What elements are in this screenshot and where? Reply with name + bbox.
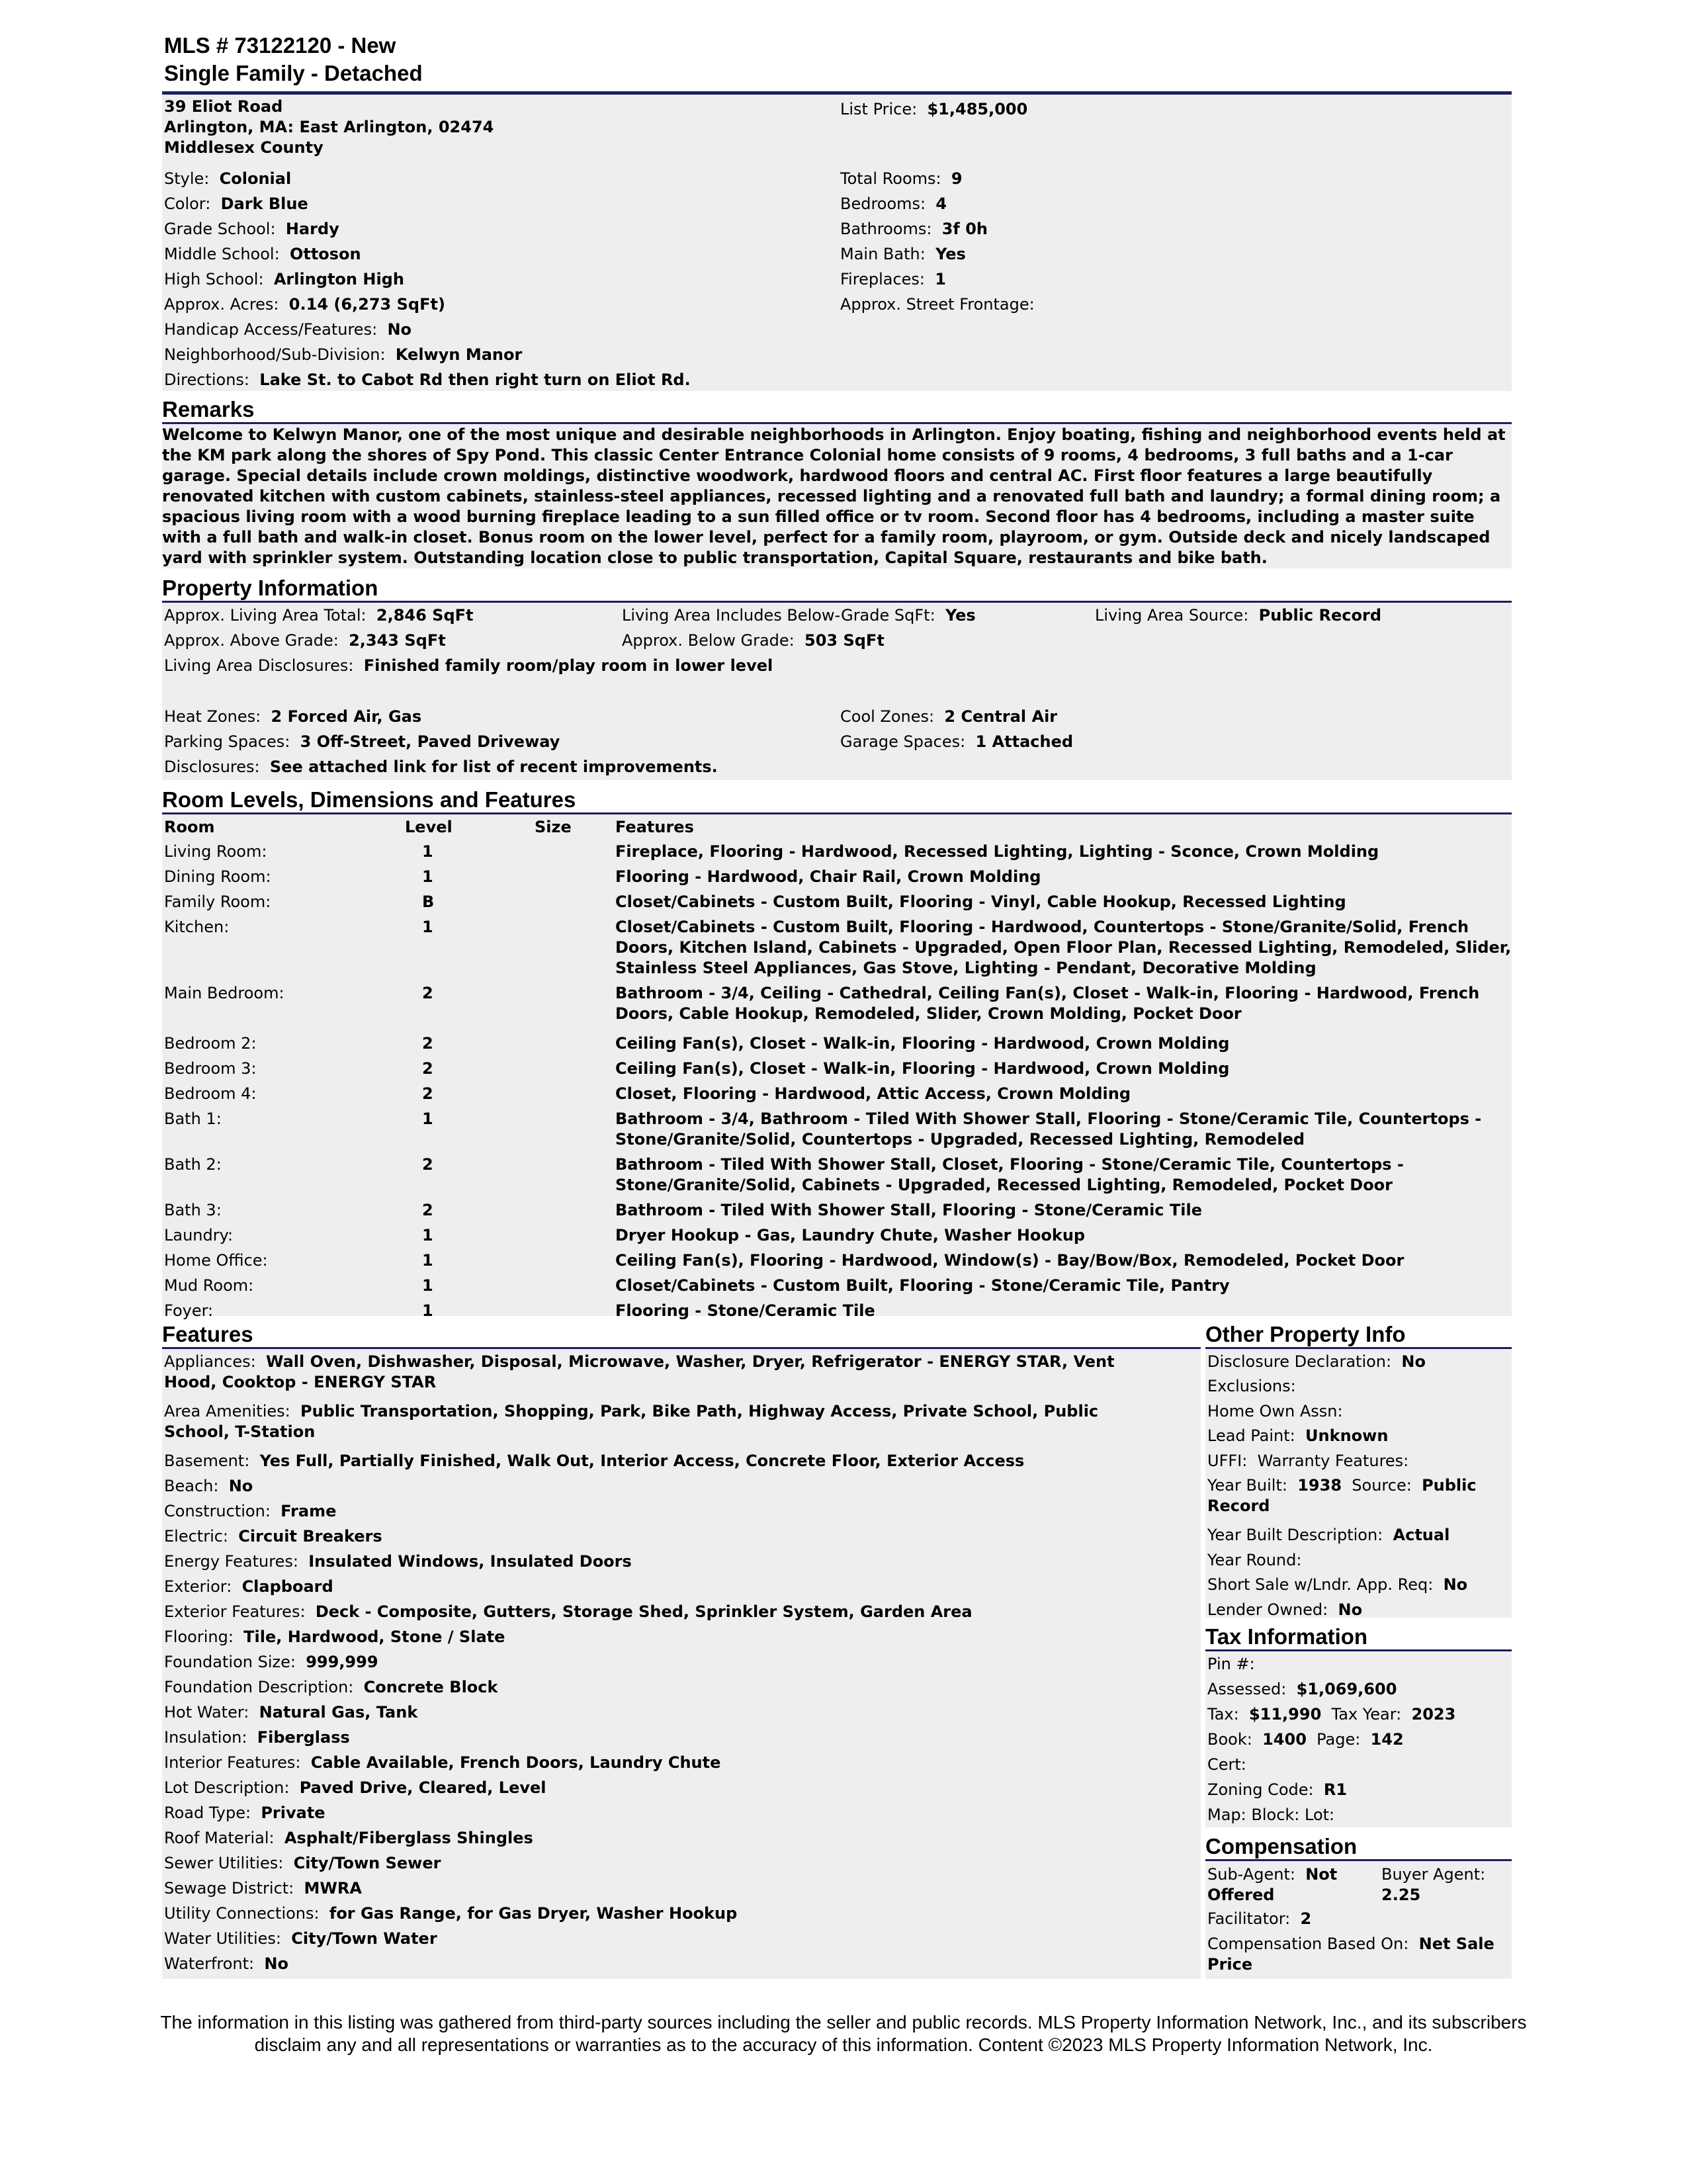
parking-spaces: Parking Spaces: 3 Off-Street, Paved Driveway [164,732,560,751]
field-value: Hardy [285,220,339,238]
feature-label: Basement: [164,1452,250,1470]
room-features: Ceiling Fan(s), Closet - Walk-in, Flooring - Hardwood, Crown Molding [615,1059,1230,1078]
feature-item [164,1476,1150,1497]
room-name: Bath 1: [164,1110,222,1128]
feature-item [164,1652,1150,1673]
feature-label: Interior Features: [164,1753,301,1772]
room-features: Closet/Cabinets - Custom Built, Flooring - Vinyl, Cable Hookup, Recessed Lighting [615,893,1346,911]
field-value: Arlington High [273,270,404,288]
compensation-based-on: Compensation Based On: Net Sale Price [1207,1935,1494,1974]
room-level: 1 [422,1110,433,1128]
room-name: Foyer: [164,1301,214,1320]
feature-value: MWRA [304,1879,362,1898]
room-name: Bedroom 3: [164,1059,257,1078]
room-features: Dryer Hookup - Gas, Laundry Chute, Washer Hookup [615,1226,1086,1245]
room-level: 2 [422,1059,433,1078]
summary-left-row [164,244,361,264]
room-features: Ceiling Fan(s), Closet - Walk-in, Flooring - Hardwood, Crown Molding [615,1034,1230,1053]
disclosure-declaration: Disclosure Declaration: No [1207,1352,1426,1371]
feature-item [164,1451,1150,1471]
summary-right-row [840,294,1039,314]
feature-item [164,1954,1150,1974]
feature-value: City/Town Sewer [293,1854,441,1872]
living-area-source: Living Area Source: Public Record [1095,606,1382,625]
feature-label: Hot Water: [164,1703,249,1722]
pin-number: Pin #: [1207,1655,1255,1673]
summary-right-row [840,194,947,214]
room-level: 1 [422,1301,433,1320]
room-name: Living Room: [164,842,267,861]
field-value: Dark Blue [220,195,308,213]
feature-value: Yes Full, Partially Finished, Walk Out, Interior Access, Concrete Floor, Exterior Access [259,1452,1025,1470]
summary-right-row [840,244,966,264]
feature-value: Clapboard [241,1577,333,1596]
feature-label: Flooring: [164,1628,234,1646]
feature-value: Circuit Breakers [238,1527,382,1546]
feature-label: Water Utilities: [164,1929,281,1948]
feature-item [164,1878,1150,1899]
feature-value: Tile, Hardwood, Stone / Slate [243,1628,505,1646]
summary-left-row [164,370,691,390]
feature-item [164,1352,1150,1393]
feature-label: Area Amenities: [164,1402,290,1420]
field-value: Yes [935,245,966,263]
field-value: 0.14 (6,273 SqFt) [288,295,445,314]
room-name: Bath 2: [164,1155,222,1174]
book-page: Book: 1400 Page: 142 [1207,1730,1404,1749]
room-level: 2 [422,1034,433,1053]
room-features: Flooring - Hardwood, Chair Rail, Crown Molding [615,867,1041,886]
feature-label: Sewer Utilities: [164,1854,284,1872]
room-level: 1 [422,1276,433,1295]
feature-item [164,1627,1150,1647]
feature-value: for Gas Range, for Gas Dryer, Washer Hookup [329,1904,738,1923]
feature-value: Paved Drive, Cleared, Level [299,1778,546,1797]
feature-value: Asphalt/Fiberglass Shingles [284,1829,533,1847]
disclosures: Disclosures: See attached link for list of recent improvements. [164,758,718,776]
room-name: Bedroom 4: [164,1084,257,1103]
field-label: Middle School: [164,245,280,263]
feature-value: Cable Available, French Doors, Laundry Chute [310,1753,721,1772]
feature-item [164,1828,1150,1849]
feature-item [164,1702,1150,1723]
living-area-below-grade: Living Area Includes Below-Grade SqFt: Yes [622,606,976,625]
rooms-header-features: Features [615,818,694,836]
room-name: Bath 3: [164,1201,222,1219]
summary-left-row [164,219,339,239]
rooms-header-level: Level [405,818,453,836]
room-features: Closet, Flooring - Hardwood, Attic Access, Crown Molding [615,1084,1131,1103]
address-street: 39 Eliot Road [164,97,283,116]
property-info-heading: Property Information [162,576,378,600]
feature-label: Exterior: [164,1577,232,1596]
room-features: Closet/Cabinets - Custom Built, Flooring - Hardwood, Countertops - Stone/Granite/Solid, French Doors, Kitchen Island, Cabinets - Upgraded, Open Floor Plan, Recessed Lighting, Remodeled, Slider, Stainless Steel Appliances, Gas Stove, Lighting - Pendant, Decorative Molding [615,918,1512,977]
feature-value: Frame [281,1502,337,1520]
feature-value: Public Transportation, Shopping, Park, Bike Path, Highway Access, Private School, Public School, T-Station [164,1402,1099,1441]
room-features: Fireplace, Flooring - Hardwood, Recessed Lighting, Lighting - Sconce, Crown Molding [615,842,1379,861]
feature-label: Waterfront: [164,1954,255,1973]
living-area-disclosures: Living Area Disclosures: Finished family room/play room in lower level [164,656,773,675]
feature-label: Construction: [164,1502,271,1520]
address-city: Arlington, MA: East Arlington, 02474 [164,118,494,136]
room-level: 1 [422,842,433,861]
field-label: Bedrooms: [840,195,926,213]
other-info-heading: Other Property Info [1205,1322,1406,1346]
buyer-agent: Buyer Agent: 2.25 [1381,1865,1486,1904]
room-features: Closet/Cabinets - Custom Built, Flooring - Stone/Ceramic Tile, Pantry [615,1276,1230,1295]
feature-value: Fiberglass [257,1728,350,1747]
heat-zones: Heat Zones: 2 Forced Air, Gas [164,707,422,726]
feature-label: Insulation: [164,1728,247,1747]
feature-value: City/Town Water [291,1929,437,1948]
room-name: Bedroom 2: [164,1034,257,1053]
tax-amount: Tax: $11,990 Tax Year: 2023 [1207,1705,1456,1724]
feature-item [164,1401,1150,1442]
feature-label: Sewage District: [164,1879,294,1898]
feature-label: Roof Material: [164,1829,275,1847]
summary-left-row [164,194,308,214]
property-type: Single Family - Detached [164,61,423,85]
feature-value: Concrete Block [363,1678,498,1696]
field-value: 9 [951,169,963,188]
room-name: Home Office: [164,1251,268,1270]
feature-item [164,1677,1150,1698]
disclaimer-line-1: The information in this listing was gathered from third-party sources including the seller and public records. MLS Property Information Network, Inc., and its subscribers [160,2012,1527,2032]
feature-label: Beach: [164,1477,219,1495]
feature-label: Exterior Features: [164,1602,306,1621]
field-label: Main Bath: [840,245,926,263]
room-features: Bathroom - Tiled With Shower Stall, Flooring - Stone/Ceramic Tile [615,1201,1202,1219]
feature-item [164,1778,1150,1798]
room-level: 2 [422,1201,433,1219]
lender-owned: Lender Owned: No [1207,1600,1363,1619]
disclaimer-line-2: disclaim any and all representations or warranties as to the accuracy of this information. Content ©2023 MLS Property Information Network, Inc. [254,2034,1433,2055]
field-label: Style: [164,169,210,188]
year-built-description: Year Built Description: Actual [1207,1526,1450,1544]
feature-value: Natural Gas, Tank [259,1703,418,1722]
feature-item [164,1577,1150,1597]
zoning-code: Zoning Code: R1 [1207,1780,1348,1799]
room-features: Flooring - Stone/Ceramic Tile [615,1301,875,1320]
feature-item [164,1753,1150,1773]
field-label: Color: [164,195,211,213]
facilitator: Facilitator: 2 [1207,1909,1312,1928]
room-level: 2 [422,1084,433,1103]
room-features: Ceiling Fan(s), Flooring - Hardwood, Window(s) - Bay/Bow/Box, Remodeled, Pocket Door [615,1251,1405,1270]
remarks-heading: Remarks [162,397,255,421]
remarks-text: Welcome to Kelwyn Manor, one of the most unique and desirable neighborhoods in Arlington. Enjoy boating, fishing and neighborhood events held at the KM park along the shores of Spy Pond. This classic Center Entrance Colonial home consists of 9 rooms, 4 bedrooms, 3 full baths and a 1-car garage. Special details include crown moldings, distinctive woodwork, hardwood floors and central AC. First floor features a large beautifully renovated kitchen with custom cabinets, stainless-steel appliances, recessed lighting and a renovated full bath and laundry; a formal dining room; a spacious living room with a wood burning fireplace leading to a sun filled office or tv room. Second floor has 4 bedrooms, including a master suite with a full bath and walk-in closet. Bonus room on the lower level, perfect for a family room, playroom, or gym. Outside deck and nicely landscaped yard with sprinkler system. Outstanding location close to public transportation, Capital Square, restaurants and bike bath. [162,425,1506,567]
feature-label: Utility Connections: [164,1904,320,1923]
summary-left-row [164,320,411,339]
field-value: 3f 0h [941,220,988,238]
address-county: Middlesex County [164,138,324,157]
feature-value: Deck - Composite, Gutters, Storage Shed, Sprinkler System, Garden Area [315,1602,973,1621]
room-name: Mud Room: [164,1276,254,1295]
disclaimer [66,2011,1621,2056]
feature-label: Foundation Size: [164,1653,296,1671]
feature-label: Electric: [164,1527,229,1546]
feature-label: Lot Description: [164,1778,290,1797]
field-value: 4 [935,195,947,213]
room-level: B [422,893,435,911]
feature-value: No [228,1477,253,1495]
feature-item [164,1803,1150,1823]
field-value: Ottoson [289,245,361,263]
short-sale: Short Sale w/Lndr. App. Req: No [1207,1575,1468,1594]
year-built: Year Built: 1938 Source: Public Record [1207,1476,1477,1515]
property-info-panel [162,603,1512,780]
exclusions: Exclusions: [1207,1377,1296,1395]
field-label: Directions: [164,371,250,389]
field-label: Fireplaces: [840,270,925,288]
tax-info-heading: Tax Information [1205,1624,1368,1649]
field-value: Kelwyn Manor [395,345,523,364]
field-value: No [387,320,412,339]
room-name: Family Room: [164,893,271,911]
living-area-total: Approx. Living Area Total: 2,846 SqFt [164,606,474,625]
field-label: Approx. Street Frontage: [840,295,1035,314]
feature-value: Insulated Windows, Insulated Doors [308,1552,632,1571]
field-value: Lake St. to Cabot Rd then right turn on Eliot Rd. [259,371,691,389]
rooms-header-room: Room [164,818,215,836]
feature-value: Wall Oven, Dishwasher, Disposal, Microwave, Washer, Dryer, Refrigerator - ENERGY STAR, Vent Hood, Cooktop - ENERGY STAR [164,1352,1115,1391]
field-label: Total Rooms: [840,169,941,188]
field-value: Colonial [219,169,292,188]
room-name: Dining Room: [164,867,271,886]
uffi-warranty: UFFI: Warranty Features: [1207,1452,1409,1470]
field-label: High School: [164,270,264,288]
feature-item [164,1853,1150,1874]
room-level: 2 [422,1155,433,1174]
room-name: Laundry: [164,1226,234,1245]
room-features: Bathroom - Tiled With Shower Stall, Closet, Flooring - Stone/Ceramic Tile, Countertops - Stone/Granite/Solid, Cabinets - Upgraded, Recessed Lighting, Remodeled, Pocket Door [615,1155,1404,1194]
field-label: Approx. Acres: [164,295,279,314]
rooms-header-size: Size [535,818,572,836]
listing-title: MLS # 73122120 - New [164,33,396,58]
room-level: 1 [422,1226,433,1245]
home-own-assn: Home Own Assn: [1207,1402,1343,1420]
summary-left-row [164,345,522,365]
year-round: Year Round: [1207,1551,1302,1569]
room-level: 1 [422,918,433,936]
map-block-lot: Map: Block: Lot: [1207,1806,1335,1824]
assessed: Assessed: $1,069,600 [1207,1680,1397,1698]
feature-item [164,1929,1150,1949]
summary-left-row [164,294,445,314]
feature-label: Appliances: [164,1352,256,1371]
room-name: Main Bedroom: [164,984,284,1002]
summary-left-row [164,169,291,189]
room-name: Kitchen: [164,918,230,936]
summary-right-row [840,269,946,289]
field-label: Grade School: [164,220,276,238]
sub-agent: Sub-Agent: Not Offered [1207,1865,1338,1904]
feature-item [164,1551,1150,1572]
field-value: 1 [935,270,946,288]
feature-item [164,1602,1150,1622]
feature-item [164,1526,1150,1547]
feature-value: 999,999 [306,1653,378,1671]
features-heading: Features [162,1322,253,1346]
field-label: Handicap Access/Features: [164,320,378,339]
cert: Cert: [1207,1755,1246,1774]
room-level: 2 [422,984,433,1002]
rooms-heading: Room Levels, Dimensions and Features [162,787,576,812]
below-grade: Approx. Below Grade: 503 SqFt [622,631,885,650]
feature-label: Road Type: [164,1804,251,1822]
field-label: Neighborhood/Sub-Division: [164,345,386,364]
summary-right-row [840,219,988,239]
feature-value: Private [261,1804,325,1822]
compensation-heading: Compensation [1205,1834,1358,1858]
lead-paint: Lead Paint: Unknown [1207,1426,1389,1445]
list-price: List Price: $1,485,000 [840,100,1028,118]
summary-right-row [840,169,963,189]
summary-left-row [164,269,404,289]
room-level: 1 [422,1251,433,1270]
feature-label: Energy Features: [164,1552,298,1571]
cool-zones: Cool Zones: 2 Central Air [840,707,1058,726]
feature-label: Foundation Description: [164,1678,354,1696]
above-grade: Approx. Above Grade: 2,343 SqFt [164,631,446,650]
room-features: Bathroom - 3/4, Bathroom - Tiled With Shower Stall, Flooring - Stone/Ceramic Tile, Countertops - Stone/Granite/Solid, Countertops - Upgraded, Recessed Lighting, Remodeled [615,1110,1482,1149]
feature-item [164,1903,1150,1924]
room-features: Bathroom - 3/4, Ceiling - Cathedral, Ceiling Fan(s), Closet - Walk-in, Flooring - Hardwood, French Doors, Cable Hookup, Remodeled, Slider, Crown Molding, Pocket Door [615,984,1480,1023]
feature-value: No [264,1954,288,1973]
feature-item [164,1727,1150,1748]
garage-spaces: Garage Spaces: 1 Attached [840,732,1074,751]
feature-item [164,1501,1150,1522]
field-label: Bathrooms: [840,220,932,238]
room-level: 1 [422,867,433,886]
